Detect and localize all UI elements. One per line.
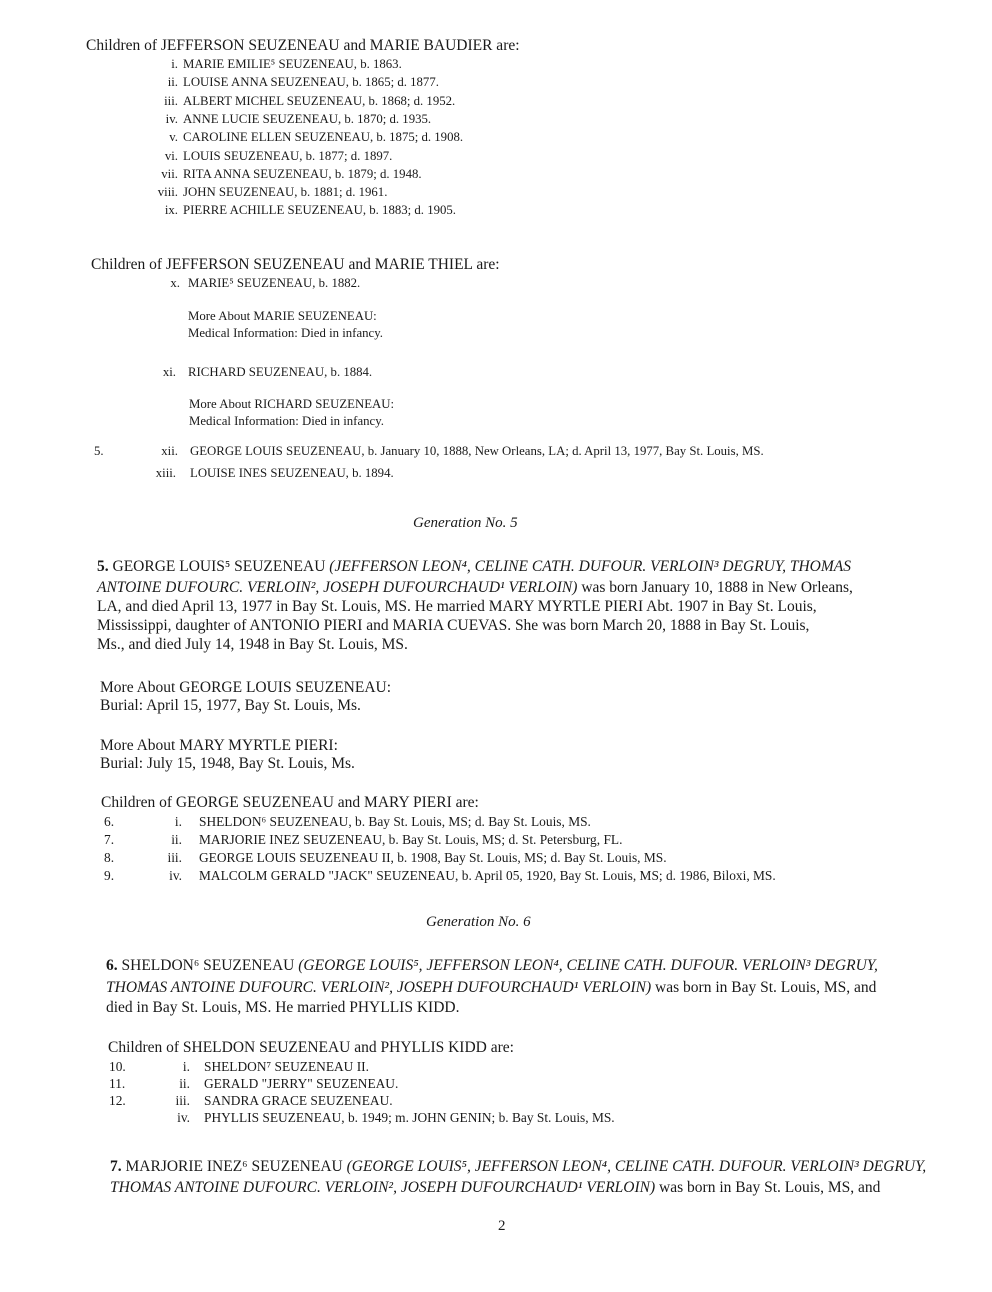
entry-text: CAROLINE ELLEN SEUZENEAU, b. 1875; d. 1908.: [183, 130, 464, 145]
entry-ref-number: 6.: [104, 814, 115, 829]
entry-text: SHELDON⁶ SEUZENEAU, b. Bay St. Louis, MS; d. Bay St. Louis, MS.: [199, 814, 591, 829]
entry-number: x.: [170, 276, 180, 290]
ancestry: (JEFFERSON LEON⁴, CELINE CATH. DUFOUR. VERLOIN³ DEGRUY, THOMAS: [329, 558, 851, 575]
entry-text: JOHN SEUZENEAU, b. 1881; d. 1961.: [183, 185, 388, 200]
ancestry: (GEORGE LOUIS⁵, JEFFERSON LEON⁴, CELINE CATH. DUFOUR. VERLOIN³ DEGRUY,: [346, 1158, 927, 1175]
entry-text: MARIE EMILIE⁵ SEUZENEAU, b. 1863.: [183, 57, 402, 71]
entry-text: LOUISE ANNA SEUZENEAU, b. 1865; d. 1877.: [183, 75, 439, 90]
entry-text: LOUISE INES SEUZENEAU, b. 1894.: [190, 466, 394, 480]
children-header-kidd: Children of SHELDON SEUZENEAU and PHYLLIS KIDD are:: [108, 1039, 514, 1056]
paragraph-text: was born January 10, 1888 in New Orleans,: [581, 579, 853, 596]
person-paragraph-line: [106, 980, 876, 996]
entry-ref-number: 8.: [104, 850, 115, 865]
person-name: GEORGE LOUIS⁵ SEUZENEAU: [112, 558, 326, 575]
entry-number: ii.: [167, 75, 178, 90]
paragraph-text: was born in Bay St. Louis, MS, and: [659, 1179, 881, 1196]
entry-number: ix.: [164, 203, 178, 218]
entry-text: SHELDON⁷ SEUZENEAU II.: [204, 1059, 369, 1074]
more-about-text: Medical Information: Died in infancy.: [188, 326, 383, 340]
children-header-baudier: Children of JEFFERSON SEUZENEAU and MARIE BAUDIER are:: [86, 37, 520, 54]
ancestry: THOMAS ANTOINE DUFOURC. VERLOIN², JOSEPH DUFOURCHAUD¹ VERLOIN): [106, 979, 652, 996]
entry-number: i.: [174, 814, 182, 829]
entry-ref-number: 12.: [109, 1093, 126, 1108]
entry-text: MALCOLM GERALD "JACK" SEUZENEAU, b. April 05, 1920, Bay St. Louis, MS; d. 1986, Biloxi, MS.: [199, 868, 776, 883]
person-paragraph-line: [106, 958, 878, 974]
more-about-title: More About RICHARD SEUZENEAU:: [189, 397, 395, 411]
entry-number: iv.: [165, 111, 178, 126]
more-about-title: More About GEORGE LOUIS SEUZENEAU:: [100, 679, 392, 696]
paragraph-text: Ms., and died July 14, 1948 in Bay St. Louis, MS.: [97, 636, 408, 653]
paragraph-text: was born in Bay St. Louis, MS, and: [655, 979, 877, 996]
entry-text: PIERRE ACHILLE SEUZENEAU, b. 1883; d. 1905.: [183, 203, 456, 218]
children-header-thiel: Children of JEFFERSON SEUZENEAU and MARIE THIEL are:: [91, 256, 500, 273]
entry-text: PHYLLIS SEUZENEAU, b. 1949; m. JOHN GENIN; b. Bay St. Louis, MS.: [204, 1110, 615, 1125]
entry-text: MARJORIE INEZ SEUZENEAU, b. Bay St. Louis, MS; d. St. Petersburg, FL.: [199, 832, 623, 847]
more-about-title: More About MARY MYRTLE PIERI:: [100, 737, 338, 754]
entry-number: iv.: [169, 868, 182, 883]
generation-title: Generation No. 5: [413, 515, 518, 531]
entry-text: ALBERT MICHEL SEUZENEAU, b. 1868; d. 1952.: [183, 93, 456, 108]
ancestry: THOMAS ANTOINE DUFOURC. VERLOIN², JOSEPH DUFOURCHAUD¹ VERLOIN): [110, 1179, 656, 1196]
entry-text: GEORGE LOUIS SEUZENEAU II, b. 1908, Bay St. Louis, MS; d. Bay St. Louis, MS.: [199, 850, 667, 865]
entry-number: vii.: [161, 166, 178, 181]
more-about-text: Burial: April 15, 1977, Bay St. Louis, Ms.: [100, 697, 361, 714]
paragraph-text: LA, and died April 13, 1977 in Bay St. Louis, MS. He married MARY MYRTLE PIERI Abt. 1907 in Bay St. Louis,: [97, 598, 817, 615]
person-number: 5.: [97, 558, 109, 575]
person-paragraph-line: [110, 1180, 880, 1196]
entry-text: RITA ANNA SEUZENEAU, b. 1879; d. 1948.: [183, 166, 422, 181]
entry-number: iii.: [175, 1093, 190, 1108]
entry-number: xii.: [161, 444, 178, 458]
entry-text: SANDRA GRACE SEUZENEAU.: [204, 1093, 393, 1108]
person-name: MARJORIE INEZ⁶ SEUZENEAU: [125, 1158, 343, 1175]
entry-text: RICHARD SEUZENEAU, b. 1884.: [188, 365, 373, 379]
more-about-text: Medical Information: Died in infancy.: [189, 414, 384, 428]
entry-text: MARIE⁵ SEUZENEAU, b. 1882.: [188, 276, 361, 290]
person-paragraph-line: [110, 1159, 926, 1175]
person-name: SHELDON⁶ SEUZENEAU: [121, 957, 295, 974]
entry-number: iii.: [164, 93, 178, 108]
entry-number: iii.: [167, 850, 182, 865]
entry-number: ii.: [179, 1076, 190, 1091]
children-header-pieri: Children of GEORGE SEUZENEAU and MARY PIERI are:: [101, 794, 479, 811]
ancestry: ANTOINE DUFOURC. VERLOIN², JOSEPH DUFOURCHAUD¹ VERLOIN): [97, 579, 578, 596]
entry-ref-number: 9.: [104, 868, 115, 883]
paragraph-text: died in Bay St. Louis, MS. He married PHYLLIS KIDD.: [106, 999, 460, 1016]
entry-text: GEORGE LOUIS SEUZENEAU, b. January 10, 1888, New Orleans, LA; d. April 13, 1977, Bay St. Louis, MS.: [190, 444, 764, 458]
entry-number: i.: [171, 57, 178, 71]
person-number: 6.: [106, 957, 118, 974]
person-number: 7.: [110, 1158, 122, 1175]
more-about-title: More About MARIE SEUZENEAU:: [188, 309, 377, 323]
entry-ref-number: 7.: [104, 832, 115, 847]
entry-ref-number: 10.: [109, 1059, 126, 1074]
generation-title: Generation No. 6: [426, 914, 531, 930]
page-number: 2: [498, 1218, 506, 1234]
person-paragraph-line: [97, 580, 853, 596]
entry-number: v.: [169, 130, 178, 145]
entry-ref-number: 5.: [94, 444, 104, 458]
paragraph-text: Mississippi, daughter of ANTONIO PIERI and MARIA CUEVAS. She was born March 20, 1888 in Bay St. Louis,: [97, 617, 810, 634]
entry-ref-number: 11.: [109, 1076, 126, 1091]
entry-number: iv.: [177, 1110, 190, 1125]
entry-text: GERALD "JERRY" SEUZENEAU.: [204, 1076, 399, 1091]
entry-number: vi.: [164, 148, 178, 163]
person-paragraph-line: [97, 559, 851, 575]
entry-text: LOUIS SEUZENEAU, b. 1877; d. 1897.: [183, 148, 393, 163]
more-about-text: Burial: July 15, 1948, Bay St. Louis, Ms.: [100, 755, 355, 772]
entry-number: i.: [182, 1059, 190, 1074]
entry-number: xi.: [162, 365, 176, 379]
entry-number: ii.: [171, 832, 182, 847]
ancestry: (GEORGE LOUIS⁵, JEFFERSON LEON⁴, CELINE CATH. DUFOUR. VERLOIN³ DEGRUY,: [298, 957, 878, 974]
entry-number: xiii.: [155, 466, 176, 480]
entry-text: ANNE LUCIE SEUZENEAU, b. 1870; d. 1935.: [183, 111, 432, 126]
entry-number: viii.: [157, 185, 178, 200]
